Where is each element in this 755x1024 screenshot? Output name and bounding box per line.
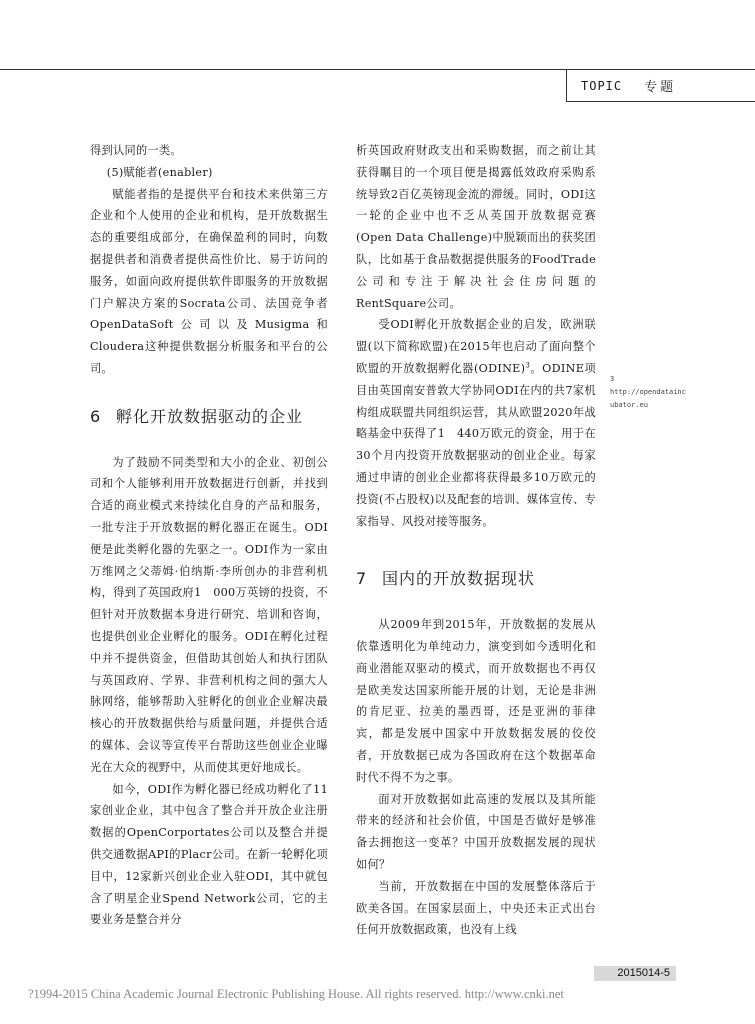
paragraph: 得到认同的一类。 — [90, 144, 182, 157]
right-column — [356, 140, 596, 941]
paragraph — [356, 314, 596, 532]
paragraph: 赋能者指的是提供平台和技术来供第三方企业和个人使用的企业和机构，是开放数据生态的重要组成部分，在确保盈利的同时，向数据提供者和消费者提供高性价比、易于访问的服务，如面向政府提供软件即服务的开放数据门户解决方案的Socrata公司、法国竞争者OpenDataSoft公司以及Musigma和Cloudera这种提供数据分析服务和平台的公司。 — [90, 187, 328, 375]
section-heading-6 — [90, 406, 328, 428]
paragraph-text: 受ODI孵化开放数据企业的启发，欧洲联盟(以下简称欧盟)在2015年也启动了面向整个欧盟的开放数据孵化器(ODINE) — [356, 318, 596, 375]
section-number: 7 — [356, 569, 368, 589]
topic-label-zh: 专题 — [644, 80, 677, 95]
paragraph: 当前，开放数据在中国的发展整体落后于欧美各国。在国家层面上，中央还未正式出台任何开放数据政策，也没有上线 — [356, 879, 596, 937]
paragraph: 如今，ODI作为孵化器已经成功孵化了11家创业企业，其中包含了整合并开放企业注册数据的OpenCorportates公司以及整合并提供交通数据API的Placr公司。在新一轮孵化项目中，12家新兴创业企业入驻ODI，其中就包含了明星企业Spend Network公司，它的主要业务是整合并分 — [90, 782, 328, 927]
copyright-notice: ?1994-2015 China Academic Journal Electronic Publishing House. All rights reserved. http://www.cnki.net — [28, 987, 564, 1001]
paragraph: 从2009年到2015年，开放数据的发展从依靠透明化为单纯动力，演变到如今透明化和商业潜能双驱动的模式，而开放数据也不再仅是欧美发达国家所能开展的计划，无论是非洲的肯尼亚、拉美的墨西哥，还是亚洲的菲律宾，都是发展中国家中开放数据发展的佼佼者，开放数据已成为各国政府在这个数据革命时代不得不为之事。 — [356, 618, 596, 784]
section-heading-7 — [356, 568, 596, 590]
footnote-number: 3 — [610, 375, 615, 383]
page-number: 2015014-5 — [594, 966, 676, 981]
paragraph: 析英国政府财政支出和采购数据，而之前让其获得瞩目的一个项目便是揭露低效政府采购系统导致2百亿英镑现金流的滞缓。同时，ODI这一轮的企业中也不乏从英国开放数据竞赛(Open Data Challenge)中脱颖而出的获奖团队，比如基于食品数据提供服务的FoodTrade公司和专注于解决社会住房问题的RentSquare公司。 — [356, 144, 596, 310]
paragraph-text: 。ODINE项目由英国南安普敦大学协同ODI在内的共7家机构组成联盟共同组织运营，其从欧盟2020年战略基金中获得了1 440万欧元的资金，用于在30个月内投资开放数据驱动的创业企业。每家通过申请的创业企业都将获得最多10万欧元的投资(不占股权)以及配套的培训、媒体宣传、专家指导、风投对接等服务。 — [356, 361, 596, 528]
paragraph: 面对开放数据如此高速的发展以及其所能带来的经济和社会价值，中国是否做好是够准备去拥抱这一变革？中国开放数据发展的现状如何？ — [356, 792, 596, 871]
subheading-enabler: (5)赋能者(enabler) — [106, 165, 213, 179]
side-footnote — [610, 373, 690, 412]
topic-header — [566, 70, 755, 102]
footnote-ref[interactable]: 3 — [525, 361, 531, 370]
left-column — [90, 140, 328, 931]
topic-label-en: TOPIC — [581, 78, 623, 93]
paragraph: 为了鼓励不同类型和大小的企业、初创公司和个人能够利用开放数据进行创新，并找到合适的商业模式来持续化自身的产品和服务，一批专注于开放数据的孵化器正在诞生。ODI便是此类孵化器的先驱之一。ODI作为一家由万维网之父蒂姆·伯纳斯·李所创办的非营利机构，得到了英国政府1 000万英镑的投资，不但针对开放数据本身进行研究、培训和咨询，也提供创业企业孵化的服务。ODI在孵化过程中并不提供资金，但借助其创始人和执行团队与英国政府、学界、非营利机构之间的强大人脉网络，能够帮助入驻孵化的创业企业解决最核心的开放数据供给与质量问题，并提供合适的媒体、会议等宣传平台帮助这些创业企业曝光在大众的视野中，从而使其更好地成长。 — [90, 455, 328, 774]
footnote-url[interactable]: http://opendataincubator.eu — [610, 388, 686, 409]
section-title: 孵化开放数据驱动的企业 — [116, 406, 304, 426]
section-number: 6 — [90, 406, 102, 426]
section-title: 国内的开放数据现状 — [382, 569, 536, 589]
